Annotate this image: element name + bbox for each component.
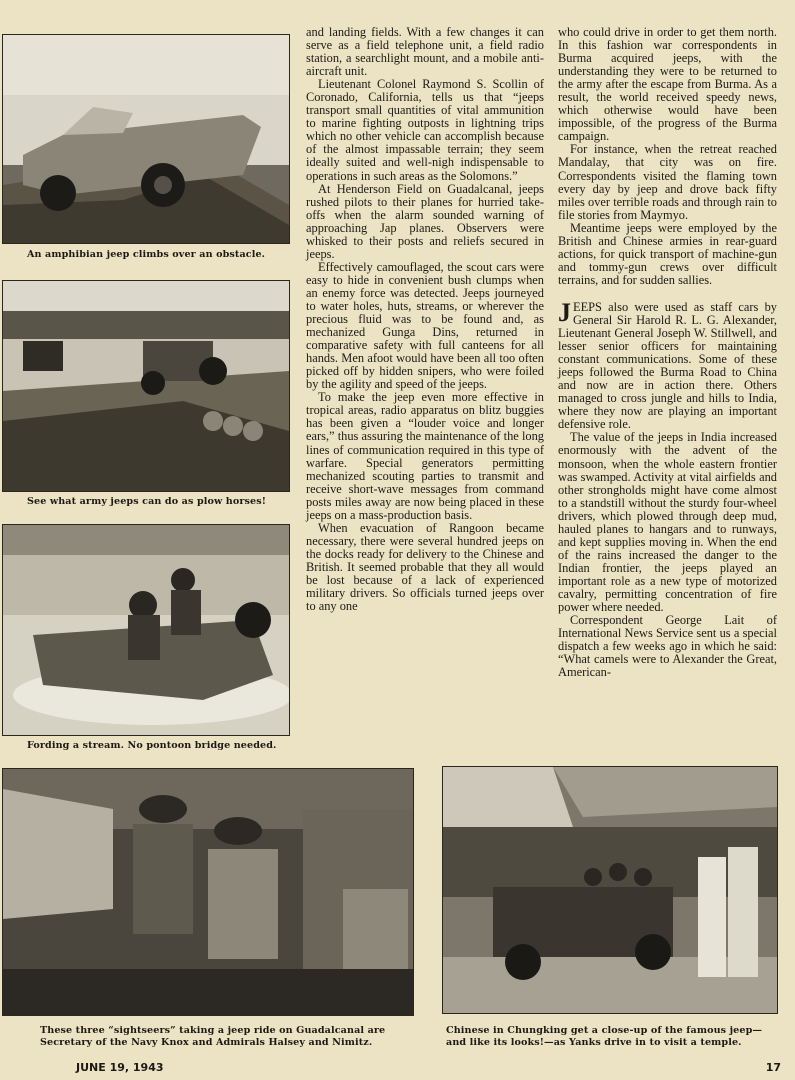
column2-paragraph: Effectively camouflaged, the scout cars were easy to hide in convenient bush clumps when an enemy force was detected. Jeeps journeyed to water holes, huts, streams, or wherever the precious fluid was to be found and, as mechanized Gunga Dins, returned in comparative safety with full canteens for all hands. Men afoot would have been all too often picked off by hidden snipers, who were foiled by the agility and speed of the jeeps. xyxy=(306,259,544,392)
caption-photo4: These three “sightseers” taking a jeep ride on Guadalcanal are Secretary of the Navy Knox and Admirals Halsey and Nimitz. xyxy=(40,1025,386,1048)
photo-guadalcanal-jeep xyxy=(2,768,414,1016)
column2-paragraph: Lieutenant Colonel Raymond S. Scollin of Coronado, California, tells us that “jeeps transport small quantities of vital ammunition to marine fighting outposts in lightning trips which no other vehicle can accomplish because of the almost impassable terrain; they seem ideally suited and well-nigh indispensable to operations in such areas as the Solomons.” xyxy=(306,77,544,183)
column2-paragraph: and landing fields. With a few changes it can serve as a field telephone unit, a field radio station, a searchlight mount, and a mobile anti-aircraft unit. xyxy=(306,25,544,79)
photo-chungking-jeep xyxy=(442,766,778,1014)
caption-photo2: See what army jeeps can do as plow horses! xyxy=(27,496,267,507)
photo-amphibian-jeep xyxy=(2,34,290,244)
section-lead-text: EEPS also were used as staff cars by General Sir Harold R. L. G. Alexander, Lieutenant General Joseph W. Stillwell, and lesser senior officers for maintaining constant communications. Some of these jeeps followed the Burma Road to China and now are in action there. Others managed to cross jungle and hills to India, where they now are playing an important defensive role. xyxy=(558,299,777,432)
photo-fording-stream xyxy=(2,524,290,736)
column2-paragraph: When evacuation of Rangoon became necessary, there were several hundred jeeps on the docks ready for delivery to the Chinese and British. It seemed probable that they all would be lost because of a lack of experienced military drivers. So officials turned jeeps over to any one xyxy=(306,520,544,614)
page-number: 17 xyxy=(765,1061,781,1074)
photo-plow-jeep xyxy=(2,280,290,492)
column3-paragraph: Meantime jeeps were employed by the British and Chinese armies in rear-guard actions, for quick transport of machine-gun and tommy-gun crews over difficult terrains, and for sudden sallies. xyxy=(558,220,777,287)
column2-paragraph: To make the jeep even more effective in tropical areas, radio apparatus on blitz buggies has been given a “louder voice and longer ears,” thus assuring the maintenance of the long lines of communication required in this type of warfare. Special generators permitting mechanized scouting parties to transmit and receive short-wave messages from command posts miles away are now being placed in these jeeps on a mass-production basis. xyxy=(306,390,544,522)
column3-paragraph: Correspondent George Lait of International News Service sent us a special dispatch a few weeks ago in which he said: “What camels were to Alexander the Great, American- xyxy=(558,613,777,680)
column3-paragraph: For instance, when the retreat reached Mandalay, that city was on fire. Correspondents visited the flaming town every day by jeep and drove back fifty miles over terrible roads and through rain to file stories from Maymyo. xyxy=(558,142,777,222)
article-column-3 xyxy=(558,26,777,679)
column3-section-lead xyxy=(558,297,777,432)
article-column-2 xyxy=(306,26,544,613)
footer-date: JUNE 19, 1943 xyxy=(76,1061,164,1074)
column2-paragraph: At Henderson Field on Guadalcanal, jeeps rushed pilots to their planes for hurried take-offs when the alarm sounded warning of approaching Jap planes. Observers were whisked to their posts and reliefs secured in jeeps. xyxy=(306,181,544,261)
drop-cap: J xyxy=(558,297,571,327)
caption-photo1: An amphibian jeep climbs over an obstacle. xyxy=(27,249,266,260)
column3-paragraph: The value of the jeeps in India increased enormously with the advent of the monsoon, when the whole eastern frontier was swamped. Activity at vital airfields and other strongholds might have come almost to a standstill without the sturdy four-wheel drivers, which plowed through deep mud, hauled planes to hangars and to runways, and kept supplies moving in. When the end of the rains increased the danger to the Indian frontier, the jeeps played an important role as a new type of motorized cavalry, permitting concentration of fire power where needed. xyxy=(558,430,777,615)
column3-paragraph: who could drive in order to get them north. In this fashion war correspondents in Burma acquired jeeps, with the understanding they were to be returned to the army after the escape from Burma. As a result, the world received speedy news, which otherwise would have been impossible, of the progress of the Burma campaign. xyxy=(558,25,777,144)
caption-photo3: Fording a stream. No pontoon bridge needed. xyxy=(27,740,277,751)
caption-photo5: Chinese in Chungking get a close-up of the famous jeep—and like its looks!—as Yanks drive in to visit a temple. xyxy=(446,1025,763,1048)
